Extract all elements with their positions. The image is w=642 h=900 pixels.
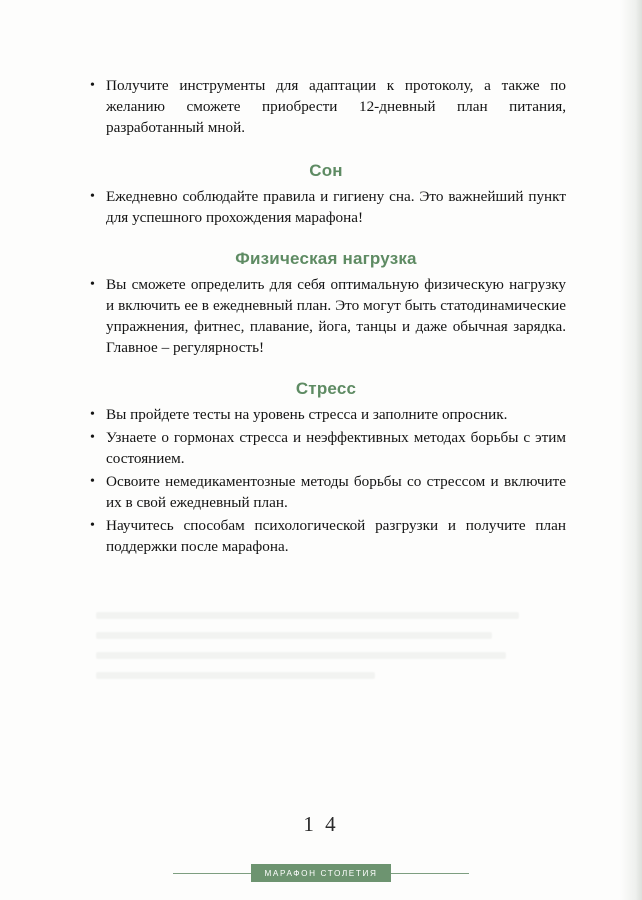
show-through-text xyxy=(96,612,546,752)
list-item: • Вы сможете определить для себя оптимальную физическую нагрузку и включить ее в ежедневный план. Это могут быть статодинамические упражнения, фитнес, плавание, йога, танцы и даже обычная зарядка. Главное – регулярность! xyxy=(86,275,566,359)
page-footer xyxy=(0,862,642,884)
physical-activity-bullet-list xyxy=(86,275,566,359)
list-item: • Получите инструменты для адаптации к протоколу, а также по желанию сможете приобрести 12-дневный план питания, разработанный мной. xyxy=(86,76,566,139)
list-item: • Узнаете о гормонах стресса и неэффективных методах борьбы с этим состоянием. xyxy=(86,428,566,470)
stress-bullet-list xyxy=(86,405,566,558)
list-item: • Освоите немедикаментозные методы борьбы со стрессом и включите их в свой ежедневный план. xyxy=(86,472,566,514)
list-item: • Вы пройдете тесты на уровень стресса и заполните опросник. xyxy=(86,405,566,426)
section-heading-sleep: Сон xyxy=(309,160,343,180)
footer-rule-right xyxy=(391,873,469,874)
footer-badge: МАРАФОН СТОЛЕТИЯ xyxy=(251,864,392,882)
intro-bullet-list xyxy=(86,76,566,139)
page-content xyxy=(86,76,566,560)
footer-rule-left xyxy=(173,873,251,874)
list-item: • Ежедневно соблюдайте правила и гигиену сна. Это важнейший пункт для успешного прохождения марафона! xyxy=(86,187,566,229)
section-heading-stress: Стресс xyxy=(295,378,357,398)
sleep-bullet-list xyxy=(86,187,566,229)
section-heading-physical-activity: Физическая нагрузка xyxy=(235,248,417,268)
list-item: • Научитесь способам психологической разгрузки и получите план поддержки после марафона. xyxy=(86,516,566,558)
page-number: 1 4 xyxy=(303,812,339,836)
